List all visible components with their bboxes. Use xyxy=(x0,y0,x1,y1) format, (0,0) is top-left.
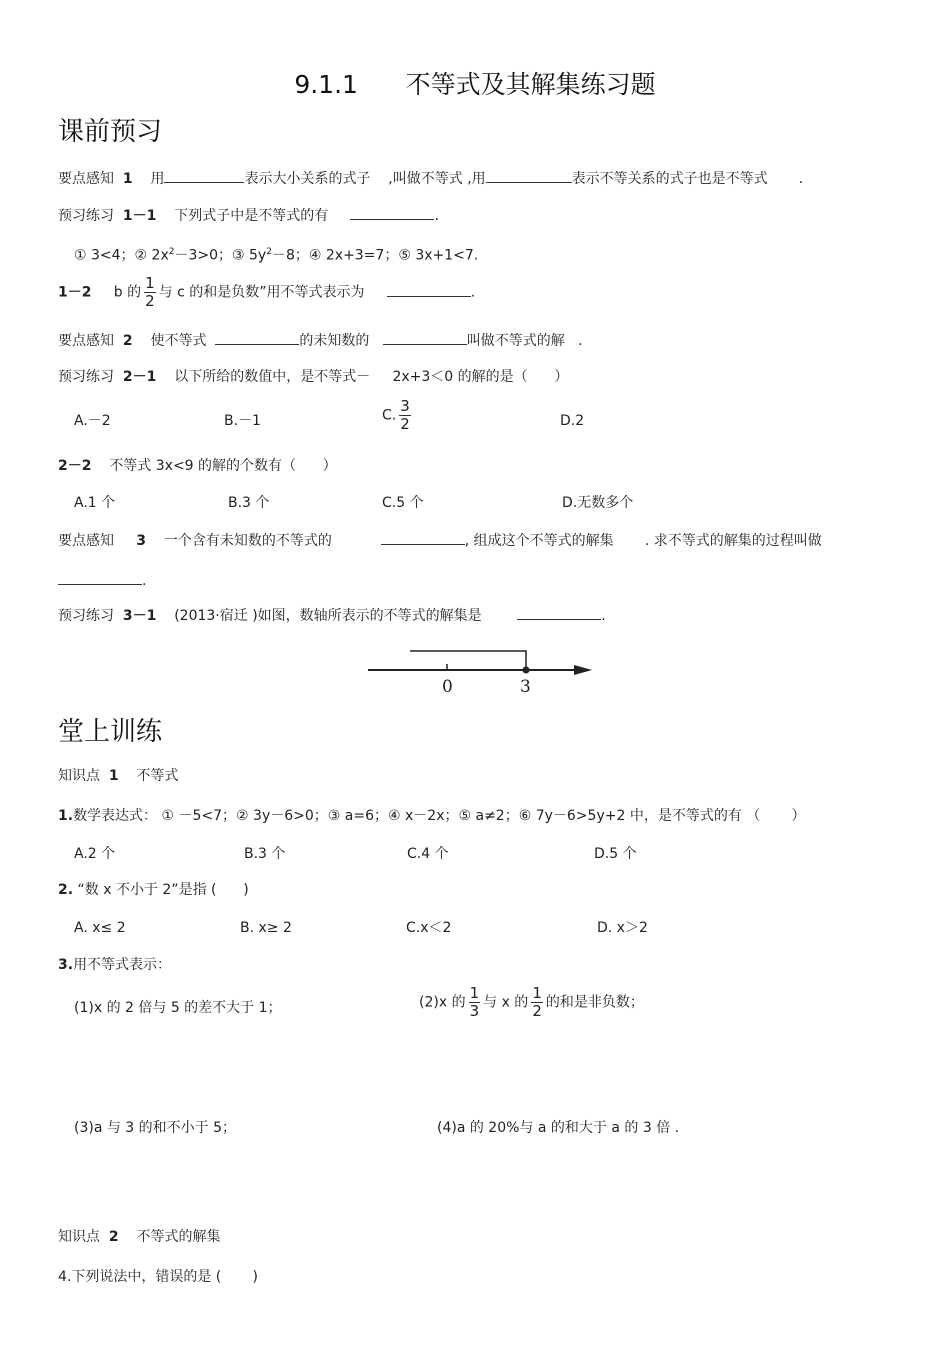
option-b: B.3 个 xyxy=(228,495,270,511)
answer-blank[interactable] xyxy=(486,168,572,183)
question-3: 3.用不等式表示： xyxy=(58,957,172,973)
option-a: A.2 个 xyxy=(74,846,116,862)
sub-question-4: (4)a 的 20%与 a 的和大于 a 的 3 倍 . xyxy=(437,1120,680,1136)
option-b: B.3 个 xyxy=(244,846,286,862)
option-a: A.1 个 xyxy=(74,495,116,511)
arrow-icon xyxy=(574,665,592,675)
option-d: D.5 个 xyxy=(594,846,637,862)
fraction-one-third: $\frac{1}{3}$ xyxy=(469,984,480,1020)
key-point-1: 要点感知 1 用 表示大小关系的式子 ,叫做不等式 ,用 表示不等关系的式子也是不等式 . xyxy=(58,168,803,188)
question-2: 2. “数 x 不小于 2”是指 ( ) xyxy=(58,882,249,898)
option-d: D.无数多个 xyxy=(562,495,634,511)
number-line xyxy=(360,644,600,700)
fraction-one-half: $\frac{1}{2}$ xyxy=(145,274,155,310)
option-c: C. $\frac{3}{2}$ xyxy=(382,397,410,433)
section-heading-class: 堂上训练 xyxy=(58,717,163,747)
key-point-3-cont: . xyxy=(58,570,146,590)
option-b: B. x≥ 2 xyxy=(240,920,292,936)
knowledge-point-2: 知识点 2 不等式的解集 xyxy=(58,1229,221,1245)
answer-blank[interactable] xyxy=(164,168,244,183)
exercise-1-1: 预习练习 1－1 下列式子中是不等式的有 . xyxy=(58,205,439,225)
option-a: A.－2 xyxy=(74,413,111,429)
knowledge-point-1: 知识点 1 不等式 xyxy=(58,768,179,784)
exercise-3-1: 预习练习 3－1 (2013·宿迁 )如图，数轴所表示的不等式的解集是 . xyxy=(58,605,606,625)
answer-blank[interactable] xyxy=(350,205,434,220)
question-1: 1.数学表达式： ① －5<7；② 3y－6>0；③ a=6；④ x－2x；⑤ a≠2；⑥ 7y－6>5y+2 中，是不等式的有 （ ） xyxy=(58,808,806,824)
answer-blank[interactable] xyxy=(58,570,142,585)
section-heading-preview: 课前预习 xyxy=(58,117,163,147)
option-d: D.2 xyxy=(560,413,585,429)
answer-blank[interactable] xyxy=(383,330,467,345)
key-point-3: 要点感知 3 一个含有未知数的不等式的 , 组成这个不等式的解集 . 求不等式的解集的过程叫做 xyxy=(58,530,822,550)
sub-question-2: (2)x 的 $\frac{1}{3}$ 与 x 的 $\frac{1}{2}$ 的和是非负数； xyxy=(419,984,644,1020)
tick-label-zero: 0 xyxy=(442,677,453,697)
exercise-2-1: 预习练习 2－1 以下所给的数值中，是不等式－ 2x+3＜0 的解的是（ ） xyxy=(58,369,569,385)
option-b: B.－1 xyxy=(224,413,261,429)
exercise-1-1-options: ① 3<4；② $2x^2-3>0$；③ $5y^2-8$；④ 2x+3=7；⑤ 3x+1<7. xyxy=(74,247,479,264)
solution-bracket xyxy=(410,651,526,670)
tick-label-three: 3 xyxy=(520,677,531,697)
option-a: A. x≤ 2 xyxy=(74,920,126,936)
option-c: C.5 个 xyxy=(382,495,424,511)
key-point-2: 要点感知 2 使不等式 的未知数的 叫做不等式的解 . xyxy=(58,330,583,350)
fraction-one-half: $\frac{1}{2}$ xyxy=(532,984,542,1020)
option-d: D. x＞2 xyxy=(597,920,648,936)
option-c: C.4 个 xyxy=(407,846,449,862)
sub-question-1: (1)x 的 2 倍与 5 的差不大于 1； xyxy=(74,1000,282,1016)
fraction-three-halves: $\frac{3}{2}$ xyxy=(400,397,410,433)
answer-blank[interactable] xyxy=(381,530,465,545)
exercise-2-2: 2－2 不等式 3x<9 的解的个数有（ ） xyxy=(58,458,337,474)
question-4: 4.下列说法中，错误的是 ( ) xyxy=(58,1269,258,1285)
sub-question-3: (3)a 与 3 的和不小于 5； xyxy=(74,1120,237,1136)
option-c: C.x＜2 xyxy=(406,920,452,936)
answer-blank[interactable] xyxy=(387,282,471,297)
exercise-1-2: 1－2 b 的 $\frac{1}{2}$ 与 c 的和是负数”用不等式表示为 . xyxy=(58,274,476,310)
page-title: 9.1.1 不等式及其解集练习题 xyxy=(294,70,656,99)
answer-blank[interactable] xyxy=(215,330,299,345)
solid-dot xyxy=(523,667,530,674)
answer-blank[interactable] xyxy=(517,605,601,620)
